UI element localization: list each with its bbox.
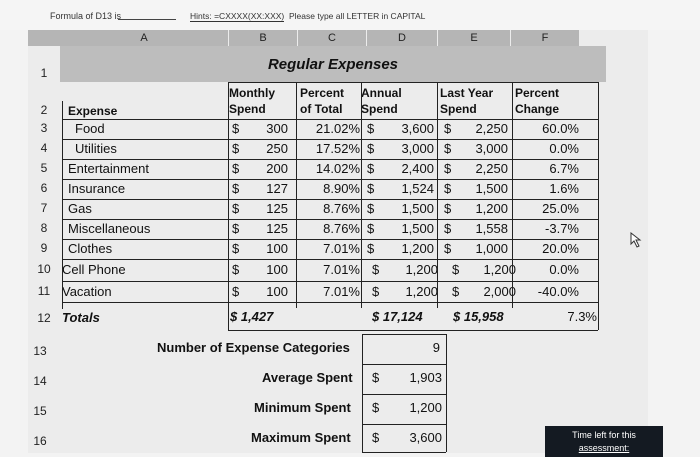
row-header[interactable]: 16 [33, 434, 47, 448]
total-percent-change[interactable]: 7.3% [567, 309, 597, 324]
lastyear-spend[interactable]: 2,250 [475, 161, 508, 176]
percent-change[interactable]: -40.0% [537, 284, 579, 299]
lastyear-spend[interactable]: 1,558 [475, 221, 508, 236]
expense-name[interactable]: Food [75, 121, 105, 136]
percent-change[interactable]: 25.0% [542, 201, 579, 216]
monthly-currency: $ [232, 141, 240, 156]
percent-of-total[interactable]: 21.02% [315, 121, 360, 136]
header-lastyear-line2: Spend [440, 102, 477, 116]
top-bar [0, 0, 700, 30]
monthly-currency: $ [232, 121, 240, 136]
header-lastyear-line1: Last Year [440, 86, 494, 100]
expense-name[interactable]: Vacation [62, 284, 112, 299]
percent-of-total[interactable]: 7.01% [323, 262, 360, 277]
stat-value-minimum[interactable]: 1,200 [409, 400, 442, 415]
annual-currency: $ [372, 262, 380, 277]
select-all-corner[interactable] [28, 30, 60, 46]
annual-currency: $ [372, 284, 380, 299]
stat-currency-average: $ [372, 370, 380, 385]
row-header[interactable]: 8 [40, 221, 48, 235]
mouse-cursor-icon [630, 232, 644, 248]
lastyear-spend[interactable]: 2,000 [483, 284, 516, 299]
row-header[interactable]: 14 [33, 374, 47, 388]
percent-of-total[interactable]: 8.76% [323, 201, 360, 216]
lastyear-currency: $ [444, 121, 452, 136]
assessment-timer [545, 426, 663, 457]
percent-change[interactable]: 6.7% [549, 161, 579, 176]
row-header[interactable]: 12 [37, 311, 51, 325]
monthly-currency: $ [232, 221, 240, 236]
percent-of-total[interactable]: 7.01% [323, 241, 360, 256]
monthly-spend[interactable]: 127 [266, 181, 288, 196]
stat-value-maximum[interactable]: 3,600 [409, 430, 442, 445]
monthly-currency: $ [232, 181, 240, 196]
totals-label[interactable]: Totals [62, 310, 100, 325]
percent-of-total[interactable]: 8.90% [323, 181, 360, 196]
annual-spend[interactable]: 3,000 [401, 141, 434, 156]
expense-name[interactable]: Miscellaneous [68, 221, 151, 236]
header-monthly-line1: Monthly [229, 86, 275, 100]
percent-change[interactable]: 60.0% [542, 121, 579, 136]
row-header[interactable]: 3 [40, 121, 48, 135]
monthly-spend[interactable]: 300 [266, 121, 288, 136]
column-header-c[interactable]: C [298, 30, 366, 46]
percent-of-total[interactable]: 8.76% [323, 221, 360, 236]
stat-label-minimum: Minimum Spent [254, 400, 351, 415]
row-header[interactable]: 9 [40, 241, 48, 255]
stat-label-average: Average Spent [262, 370, 353, 385]
stat-value-average[interactable]: 1,903 [409, 370, 442, 385]
percent-change[interactable]: -3.7% [545, 221, 579, 236]
row-header[interactable]: 13 [33, 344, 47, 358]
stat-value-categories[interactable]: 9 [432, 340, 440, 355]
stat-currency-maximum: $ [372, 430, 380, 445]
percent-change[interactable]: 1.6% [549, 181, 579, 196]
annual-currency: $ [367, 121, 375, 136]
monthly-currency: $ [232, 201, 240, 216]
lastyear-spend[interactable]: 2,250 [475, 121, 508, 136]
sheet-title: Regular Expenses [267, 56, 399, 73]
lastyear-currency: $ [444, 161, 452, 176]
monthly-currency: $ [232, 161, 240, 176]
header-expense: Expense [68, 104, 118, 118]
annual-spend[interactable]: 1,200 [405, 284, 438, 299]
header-annual-line2: Spend [361, 102, 398, 116]
column-header-b[interactable]: B [229, 30, 297, 46]
row-header[interactable]: 6 [40, 181, 48, 195]
total-annual-spend[interactable]: $ 17,124 [372, 309, 423, 324]
header-annual-line1: Annual [361, 86, 402, 100]
row-header[interactable]: 10 [37, 262, 51, 276]
percent-change[interactable]: 20.0% [542, 241, 579, 256]
expense-name[interactable]: Clothes [68, 241, 113, 256]
lastyear-spend[interactable]: 1,000 [475, 241, 508, 256]
percent-of-total[interactable]: 14.02% [315, 161, 360, 176]
annual-spend[interactable]: 3,600 [401, 121, 434, 136]
expense-name[interactable]: Gas [68, 201, 92, 216]
lastyear-currency: $ [452, 262, 460, 277]
header-percent-line2: of Total [300, 102, 343, 116]
column-header-a[interactable]: A [60, 30, 228, 46]
monthly-spend[interactable]: 250 [266, 141, 288, 156]
lastyear-currency: $ [444, 241, 452, 256]
monthly-currency: $ [232, 262, 240, 277]
row-header-1[interactable]: 1 [40, 66, 48, 80]
header-change-line1: Percent [515, 86, 560, 100]
row-header[interactable]: 7 [40, 201, 48, 215]
annual-spend[interactable]: 1,200 [401, 241, 434, 256]
lastyear-spend[interactable]: 1,200 [483, 262, 516, 277]
lastyear-currency: $ [444, 141, 452, 156]
expense-name[interactable]: Insurance [68, 181, 126, 196]
percent-change[interactable]: 0.0% [549, 262, 579, 277]
annual-currency: $ [367, 141, 375, 156]
annual-currency: $ [367, 201, 375, 216]
header-percent-line1: Percent [300, 86, 345, 100]
stat-label-categories: Number of Expense Categories [157, 340, 350, 355]
hints-text: Hints: =CXXXX(XX:XXX) Please type all LETTER in CAPITAL [190, 11, 426, 21]
monthly-currency: $ [232, 284, 240, 299]
lastyear-currency: $ [444, 181, 452, 196]
expense-name[interactable]: Entertainment [68, 161, 149, 176]
percent-change[interactable]: 0.0% [549, 141, 579, 156]
monthly-spend[interactable]: 100 [266, 284, 288, 299]
timer-label-line1: Time left for this [572, 430, 636, 440]
lastyear-currency: $ [444, 201, 452, 216]
column-header-d[interactable]: D [367, 30, 437, 46]
monthly-spend[interactable]: 200 [266, 161, 288, 176]
stat-currency-minimum: $ [372, 400, 380, 415]
row-header[interactable]: 4 [40, 141, 48, 155]
annual-spend[interactable]: 1,524 [401, 181, 434, 196]
monthly-spend[interactable]: 125 [266, 201, 288, 216]
percent-of-total[interactable]: 7.01% [323, 284, 360, 299]
expense-name[interactable]: Cell Phone [62, 262, 126, 277]
formula-question-label: Formula of D13 is [50, 11, 122, 21]
annual-spend[interactable]: 1,500 [401, 201, 434, 216]
annual-spend[interactable]: 1,500 [401, 221, 434, 236]
lastyear-spend[interactable]: 1,500 [475, 181, 508, 196]
annual-currency: $ [367, 221, 375, 236]
total-monthly-spend[interactable]: $ 1,427 [230, 309, 274, 324]
formula-answer-blank[interactable] [118, 19, 176, 20]
row-header[interactable]: 5 [40, 161, 48, 175]
monthly-currency: $ [232, 241, 240, 256]
expense-name[interactable]: Utilities [75, 141, 117, 156]
monthly-spend[interactable]: 125 [266, 221, 288, 236]
monthly-spend[interactable]: 100 [266, 241, 288, 256]
column-header-e[interactable]: E [438, 30, 510, 46]
timer-label-line2: assessment: [578, 443, 630, 453]
monthly-spend[interactable]: 100 [266, 262, 288, 277]
annual-currency: $ [367, 161, 375, 176]
lastyear-currency: $ [444, 221, 452, 236]
header-change-line2: Change [515, 102, 560, 116]
annual-currency: $ [367, 181, 375, 196]
column-header-f[interactable]: F [511, 30, 579, 46]
annual-spend[interactable]: 2,400 [401, 161, 434, 176]
row-header-2[interactable]: 2 [40, 103, 48, 117]
row-header[interactable]: 15 [33, 404, 47, 418]
stat-label-maximum: Maximum Spent [251, 430, 351, 445]
lastyear-spend[interactable]: 3,000 [475, 141, 508, 156]
row-header[interactable]: 11 [37, 284, 51, 298]
lastyear-spend[interactable]: 1,200 [475, 201, 508, 216]
percent-of-total[interactable]: 17.52% [315, 141, 360, 156]
annual-currency: $ [367, 241, 375, 256]
lastyear-currency: $ [452, 284, 460, 299]
total-lastyear-spend[interactable]: $ 15,958 [453, 309, 504, 324]
annual-spend[interactable]: 1,200 [405, 262, 438, 277]
header-monthly-line2: Spend [229, 102, 266, 116]
